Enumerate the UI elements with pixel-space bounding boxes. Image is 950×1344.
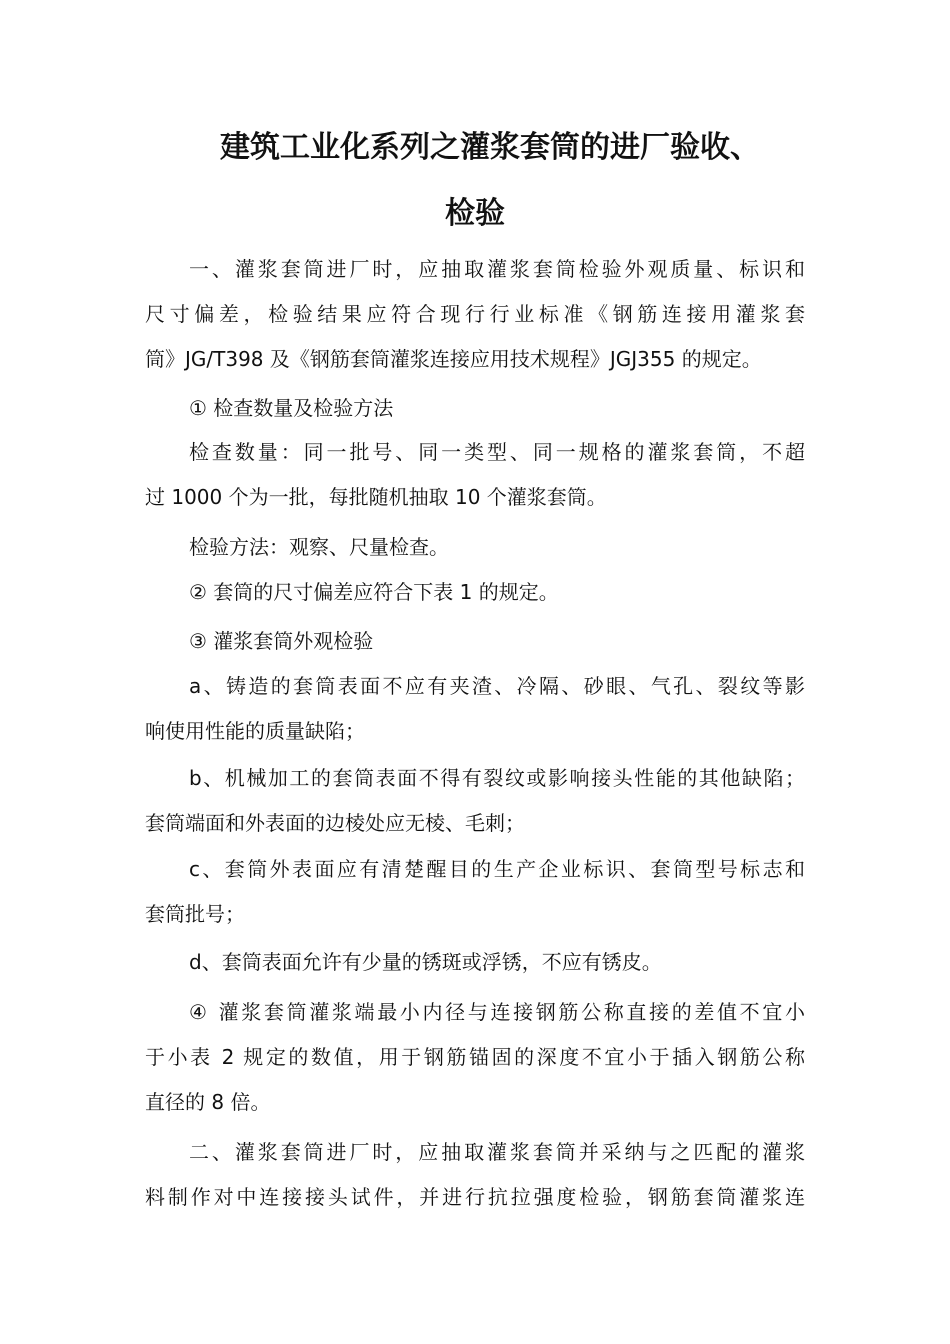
paragraph-line: a、铸造的套筒表面不应有夹渣、冷隔、砂眼、气孔、裂纹等影 bbox=[189, 674, 805, 698]
paragraph-7 bbox=[145, 664, 805, 754]
paragraph-4 bbox=[145, 525, 805, 570]
paragraph-6 bbox=[145, 619, 805, 664]
paragraph-line: 二、灌浆套筒进厂时，应抽取灌浆套筒并采纳与之匹配的灌浆 bbox=[189, 1140, 805, 1164]
paragraph-line: 筒》JG/T398 及《钢筋套筒灌浆连接应用技术规程》JGJ355 的规定。 bbox=[145, 347, 762, 371]
paragraph-line: 检验方法：观察、尺量检查。 bbox=[189, 535, 449, 559]
paragraph-line: c、套筒外表面应有清楚醒目的生产企业标识、套筒型号标志和 bbox=[189, 857, 805, 881]
paragraph-11 bbox=[145, 990, 805, 1125]
paragraph-3 bbox=[145, 430, 805, 520]
paragraph-12 bbox=[145, 1130, 805, 1220]
paragraph-1 bbox=[145, 247, 805, 382]
paragraph-line: b、机械加工的套筒表面不得有裂纹或影响接头性能的其他缺陷； bbox=[189, 766, 805, 790]
paragraph-line: 响使用性能的质量缺陷； bbox=[145, 719, 365, 743]
paragraph-line: ③ 灌浆套筒外观检验 bbox=[189, 629, 374, 653]
paragraph-5 bbox=[145, 570, 805, 615]
paragraph-line: 过 1000 个为一批，每批随机抽取 10 个灌浆套筒。 bbox=[145, 485, 607, 509]
paragraph-line: 套筒端面和外表面的边棱处应无棱、毛刺； bbox=[145, 811, 525, 835]
paragraph-line: ① 检查数量及检验方法 bbox=[189, 396, 394, 420]
paragraph-line: 于小表 2 规定的数值，用于钢筋锚固的深度不宜小于插入钢筋公称 bbox=[145, 1045, 805, 1069]
paragraph-2 bbox=[145, 386, 805, 431]
paragraph-line: 尺寸偏差，检验结果应符合现行行业标准《钢筋连接用灌浆套 bbox=[145, 302, 805, 326]
document-title-line-2: 检验 bbox=[445, 196, 505, 231]
paragraph-line: 一、灌浆套筒进厂时，应抽取灌浆套筒检验外观质量、标识和 bbox=[189, 257, 805, 281]
paragraph-line: 套筒批号； bbox=[145, 902, 245, 926]
paragraph-line: 料制作对中连接接头试件，并进行抗拉强度检验，钢筋套筒灌浆连 bbox=[145, 1185, 805, 1209]
paragraph-line: ② 套筒的尺寸偏差应符合下表 1 的规定。 bbox=[189, 580, 559, 604]
paragraph-line: 直径的 8 倍。 bbox=[145, 1090, 271, 1114]
paragraph-10 bbox=[145, 940, 805, 985]
paragraph-9 bbox=[145, 847, 805, 937]
paragraph-line: ④ 灌浆套筒灌浆端最小内径与连接钢筋公称直接的差值不宜小 bbox=[189, 1000, 805, 1024]
paragraph-8 bbox=[145, 756, 805, 846]
paragraph-line: 检查数量：同一批号、同一类型、同一规格的灌浆套筒，不超 bbox=[189, 440, 805, 464]
paragraph-line: d、套筒表面允许有少量的锈斑或浮锈，不应有锈皮。 bbox=[189, 950, 662, 974]
document-title-line-1: 建筑工业化系列之灌浆套筒的进厂验收、 bbox=[220, 130, 760, 165]
